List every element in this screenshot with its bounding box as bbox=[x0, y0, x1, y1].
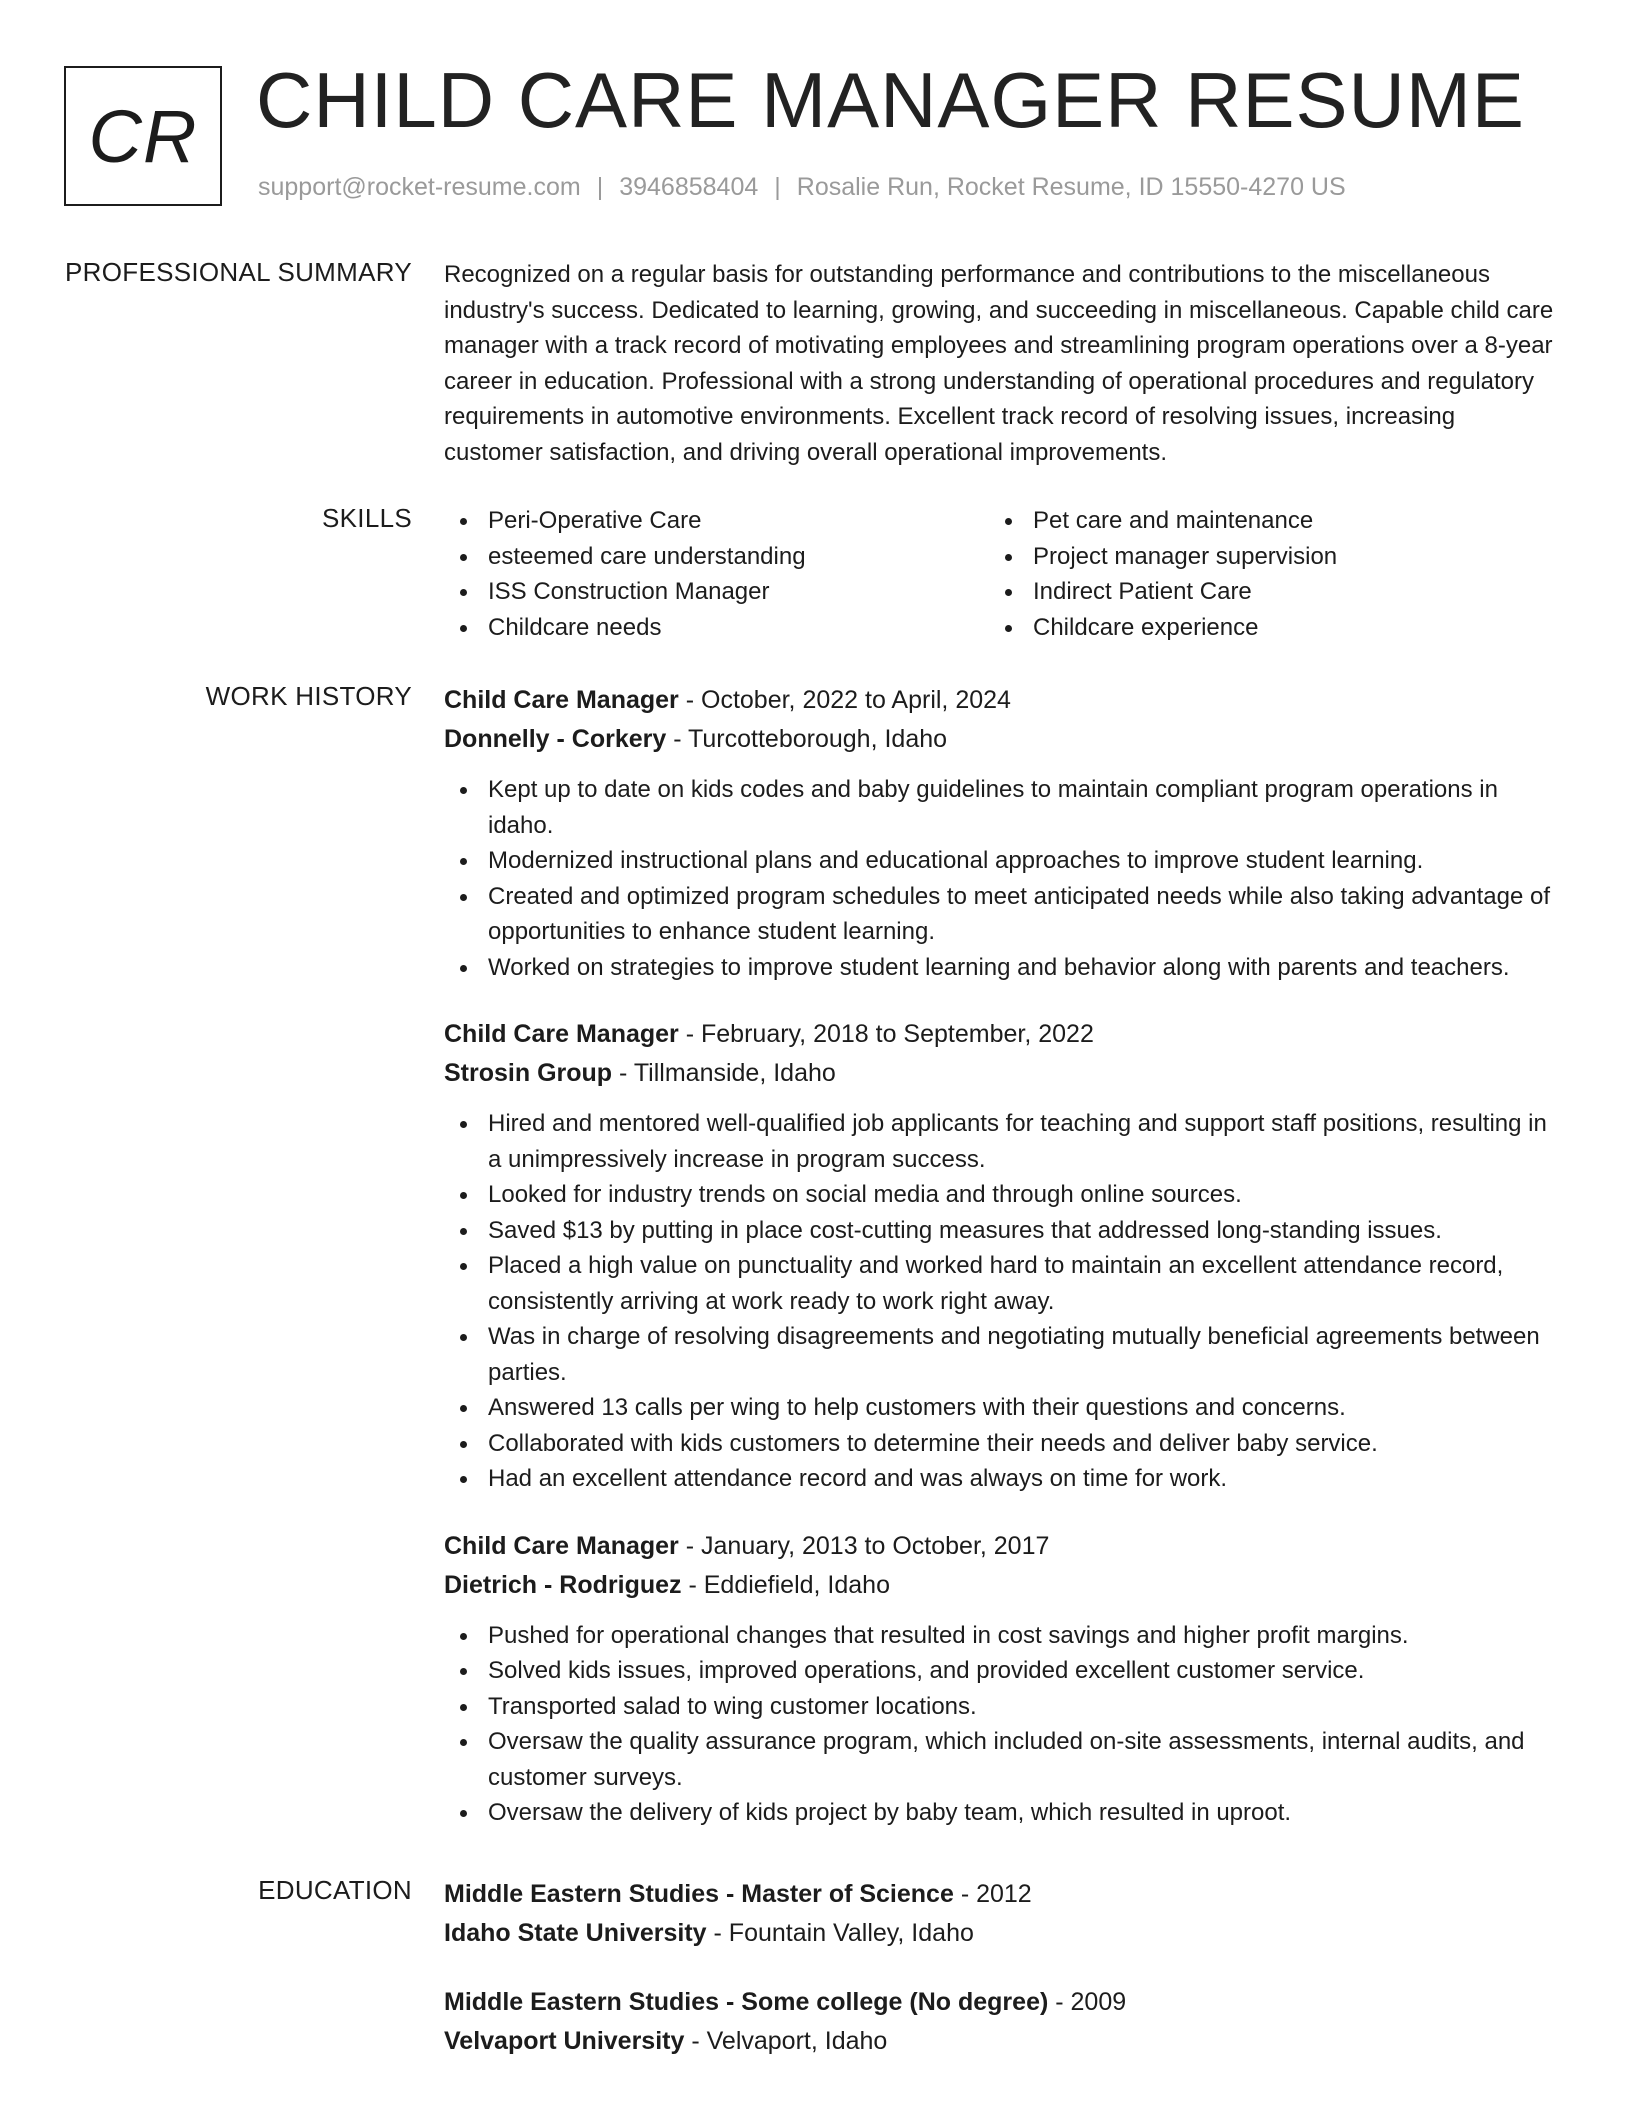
education-year: - 2009 bbox=[1055, 1988, 1127, 2016]
job-title-line bbox=[444, 681, 1559, 720]
education-school-line bbox=[444, 2022, 1559, 2061]
skill-item: ISS Construction Manager bbox=[444, 574, 989, 610]
job-entry bbox=[444, 1527, 1559, 1831]
contact-email: support@rocket-resume.com bbox=[258, 173, 581, 201]
job-bullet: Oversaw the quality assurance program, which included on-site assessments, internal audits, and customer surveys. bbox=[444, 1724, 1559, 1795]
job-bullet: Modernized instructional plans and educational approaches to improve student learning. bbox=[444, 843, 1559, 879]
job-bullet: Oversaw the delivery of kids project by baby team, which resulted in uproot. bbox=[444, 1795, 1559, 1831]
job-bullet: Transported salad to wing customer locations. bbox=[444, 1689, 1559, 1725]
skill-item: Indirect Patient Care bbox=[989, 574, 1534, 610]
summary-text: Recognized on a regular basis for outstanding performance and contributions to the miscellaneous industry's success. Dedicated to learning, growing, and succeeding in miscellaneous. Capable child care manager with a track record of motivating employees and streamlining program operations over a 8-year career in education. Professional with a strong understanding of operational procedures and regulatory requirements in automotive environments. Excellent track record of resolving issues, increasing customer satisfaction, and driving overall operational improvements. bbox=[444, 261, 1554, 466]
job-company-line bbox=[444, 1566, 1559, 1605]
skill-item: Childcare experience bbox=[989, 610, 1534, 646]
contact-line bbox=[258, 173, 1346, 202]
skill-item: Pet care and maintenance bbox=[989, 503, 1534, 539]
education-list bbox=[444, 1875, 1559, 2091]
monogram-logo: CR bbox=[64, 66, 222, 206]
job-title-line bbox=[444, 1015, 1559, 1054]
job-bullet: Created and optimized program schedules to meet anticipated needs while also taking advantage of opportunities to enhance student learning. bbox=[444, 879, 1559, 950]
job-bullet: Pushed for operational changes that resulted in cost savings and higher profit margins. bbox=[444, 1618, 1559, 1654]
job-entry bbox=[444, 1015, 1559, 1497]
education-year: - 2012 bbox=[960, 1880, 1032, 1908]
section-label-work-history: WORK HISTORY bbox=[205, 681, 412, 711]
skill-item: Project manager supervision bbox=[989, 539, 1534, 575]
skills-list bbox=[444, 503, 1559, 645]
job-bullet: Had an excellent attendance record and was always on time for work. bbox=[444, 1461, 1559, 1497]
job-bullet: Was in charge of resolving disagreements and negotiating mutually beneficial agreements between parties. bbox=[444, 1319, 1559, 1390]
job-bullet: Saved $13 by putting in place cost-cutting measures that addressed long-standing issues. bbox=[444, 1213, 1559, 1249]
work-history-list bbox=[444, 681, 1559, 1861]
section-label-skills: SKILLS bbox=[322, 503, 412, 533]
skills-column-2 bbox=[989, 503, 1534, 645]
education-school: Velvaport University bbox=[444, 2027, 685, 2055]
job-title-line bbox=[444, 1527, 1559, 1566]
resume-title: CHILD CARE MANAGER RESUME bbox=[256, 56, 1525, 144]
job-company: Dietrich - Rodriguez bbox=[444, 1570, 682, 1599]
job-title: Child Care Manager bbox=[444, 1020, 679, 1048]
job-title: Child Care Manager bbox=[444, 1531, 679, 1560]
skills-column-1 bbox=[444, 503, 989, 645]
contact-separator: | bbox=[596, 173, 604, 201]
education-degree-line bbox=[444, 1875, 1559, 1914]
job-bullet: Placed a high value on punctuality and worked hard to maintain an excellent attendance record, consistently arriving at work ready to work right away. bbox=[444, 1248, 1559, 1319]
job-location: - Turcotteborough, Idaho bbox=[673, 725, 948, 753]
job-bullets bbox=[444, 772, 1559, 985]
contact-separator: | bbox=[774, 173, 781, 201]
job-location: - Eddiefield, Idaho bbox=[688, 1570, 890, 1599]
job-dates: - October, 2022 to April, 2024 bbox=[685, 686, 1011, 714]
contact-address: Rosalie Run, Rocket Resume, ID 15550-4270 US bbox=[796, 173, 1346, 201]
job-bullet: Worked on strategies to improve student learning and behavior along with parents and teachers. bbox=[444, 950, 1559, 986]
job-bullet: Collaborated with kids customers to determine their needs and deliver baby service. bbox=[444, 1426, 1559, 1462]
job-company: Donnelly - Corkery bbox=[444, 725, 667, 753]
job-bullets bbox=[444, 1106, 1559, 1497]
job-bullet: Kept up to date on kids codes and baby guidelines to maintain compliant program operations in idaho. bbox=[444, 772, 1559, 843]
skill-item: Childcare needs bbox=[444, 610, 989, 646]
education-location: - Fountain Valley, Idaho bbox=[713, 1919, 974, 1947]
job-bullet: Solved kids issues, improved operations, and provided excellent customer service. bbox=[444, 1653, 1559, 1689]
skill-item: Peri-Operative Care bbox=[444, 503, 989, 539]
education-school-line bbox=[444, 1914, 1559, 1953]
job-bullet: Looked for industry trends on social media and through online sources. bbox=[444, 1177, 1559, 1213]
job-entry bbox=[444, 681, 1559, 985]
education-degree: Middle Eastern Studies - Master of Science bbox=[444, 1880, 954, 1908]
education-entry bbox=[444, 1875, 1559, 1953]
job-location: - Tillmanside, Idaho bbox=[619, 1059, 836, 1087]
job-bullet: Hired and mentored well-qualified job applicants for teaching and support staff positions, resulting in a unimpressively increase in program success. bbox=[444, 1106, 1559, 1177]
job-company-line bbox=[444, 720, 1559, 759]
education-school: Idaho State University bbox=[444, 1919, 707, 1947]
contact-phone: 3946858404 bbox=[619, 173, 759, 201]
job-company-line bbox=[444, 1054, 1559, 1093]
job-title: Child Care Manager bbox=[444, 686, 679, 714]
education-degree: Middle Eastern Studies - Some college (No degree) bbox=[444, 1988, 1049, 2016]
job-bullet: Answered 13 calls per wing to help customers with their questions and concerns. bbox=[444, 1390, 1559, 1426]
job-dates: - February, 2018 to September, 2022 bbox=[685, 1020, 1094, 1048]
skill-item: esteemed care understanding bbox=[444, 539, 989, 575]
job-bullets bbox=[444, 1618, 1559, 1831]
education-location: - Velvaport, Idaho bbox=[691, 2027, 888, 2055]
section-label-summary: PROFESSIONAL SUMMARY bbox=[65, 257, 412, 287]
job-dates: - January, 2013 to October, 2017 bbox=[685, 1531, 1050, 1560]
education-entry bbox=[444, 1983, 1559, 2061]
job-company: Strosin Group bbox=[444, 1059, 613, 1087]
section-label-education: EDUCATION bbox=[258, 1875, 412, 1905]
education-degree-line bbox=[444, 1983, 1559, 2022]
